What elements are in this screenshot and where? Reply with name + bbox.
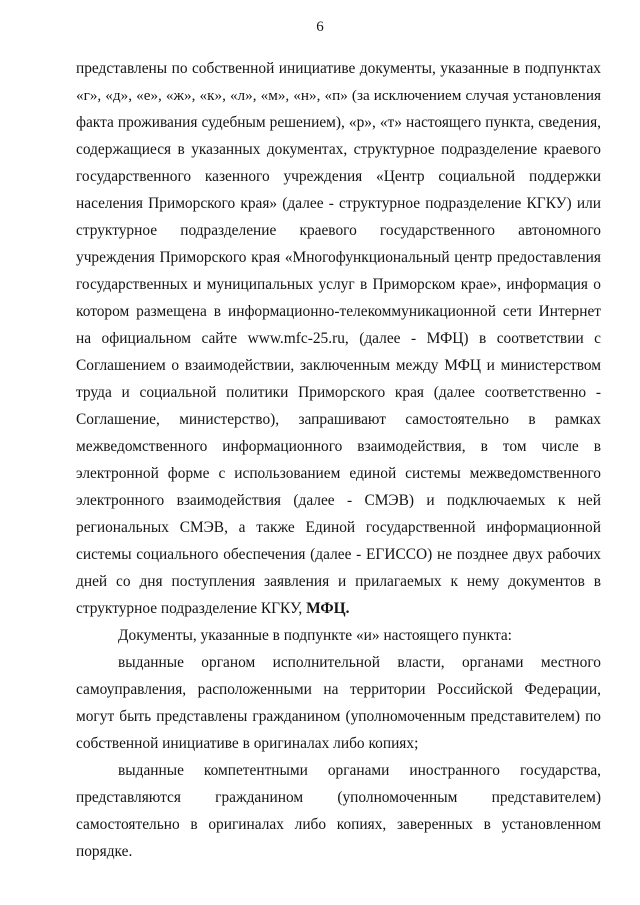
text-segment: структурное подразделение КГКУ, xyxy=(76,600,307,617)
text-line xyxy=(76,600,601,618)
text-line: населения Приморского края» (далее - структурное подразделение КГКУ) или xyxy=(76,195,601,212)
text-line: могут быть представлены гражданином (уполномоченным представителем) по xyxy=(76,708,601,725)
text-line: выданные органом исполнительной власти, органами местного xyxy=(118,654,601,671)
text-line: Документы, указанные в подпункте «и» настоящего пункта: xyxy=(118,627,512,644)
text-line: региональных СМЭВ, а также Единой государственной информационной xyxy=(76,519,601,536)
text-line: «г», «д», «е», «ж», «к», «л», «м», «н», «п» (за исключением случая установления xyxy=(76,87,601,104)
text-line: государственных и муниципальных услуг в Приморском крае», информация о xyxy=(76,276,601,293)
text-line: котором размещена в информационно-телекоммуникационной сети Интернет xyxy=(76,303,601,320)
text-line: учреждения Приморского края «Многофункциональный центр предоставления xyxy=(76,249,601,266)
text-line: электронной форме с использованием единой системы межведомственного xyxy=(76,465,601,482)
text-line: структурное подразделение краевого государственного автономного xyxy=(76,222,601,239)
text-line: Соглашением о взаимодействии, заключенным между МФЦ и министерством xyxy=(76,357,601,374)
text-line: государственного казенного учреждения «Центр социальной поддержки xyxy=(76,168,601,185)
text-line: самостоятельно в оригиналах либо копиях, заверенных в установленном xyxy=(76,816,601,833)
text-line: электронного взаимодействия (далее - СМЭВ) и подключаемых к ней xyxy=(76,492,601,509)
text-line: на официальном сайте www.mfc-25.ru, (далее - МФЦ) в соответствии с xyxy=(76,330,601,347)
text-line: выданные компетентными органами иностранного государства, xyxy=(118,762,601,779)
text-line: порядке. xyxy=(76,843,133,860)
bold-text-segment: МФЦ. xyxy=(306,600,350,617)
text-line: самоуправления, расположенными на территории Российской Федерации, xyxy=(76,681,601,698)
text-line: межведомственного информационного взаимодействия, в том числе в xyxy=(76,438,601,455)
page-number: 6 xyxy=(316,19,324,35)
text-line: содержащиеся в указанных документах, структурное подразделение краевого xyxy=(76,141,601,158)
text-line: Соглашение, министерство), запрашивают самостоятельно в рамках xyxy=(76,411,601,428)
text-line: представлены по собственной инициативе документы, указанные в подпунктах xyxy=(76,60,601,77)
text-line: системы социального обеспечения (далее - ЕГИССО) не позднее двух рабочих xyxy=(76,546,601,563)
text-line: собственной инициативе в оригиналах либо копиях; xyxy=(76,735,419,752)
text-line: дней со дня поступления заявления и прилагаемых к нему документов в xyxy=(76,573,601,590)
text-line: факта проживания судебным решением), «р», «т» настоящего пункта, сведения, xyxy=(76,114,601,131)
text-line: представляются гражданином (уполномоченным представителем) xyxy=(76,789,601,806)
text-line: труда и социальной политики Приморского края (далее соответственно - xyxy=(76,384,601,401)
